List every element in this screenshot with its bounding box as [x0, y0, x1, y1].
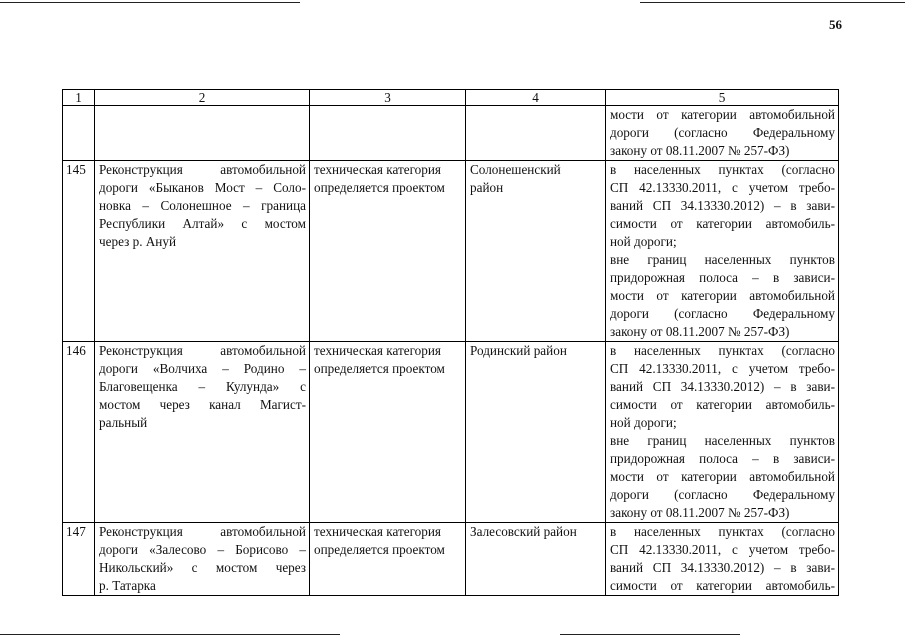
cont-num-cell — [63, 106, 95, 161]
description-line: Никольский» с мостом через — [99, 560, 306, 575]
district-cell — [466, 161, 606, 342]
zone-line: закону от 08.11.2007 № 257-ФЗ) — [610, 324, 790, 339]
description-line: Реконструкция автомобильной — [99, 343, 306, 358]
district-line: район — [470, 180, 504, 195]
zone-line: мости от категории автомобильной — [610, 288, 835, 303]
table-row — [63, 523, 839, 596]
zone-cell — [606, 342, 839, 523]
category-line: техническая категория — [314, 343, 441, 358]
header-col-2: 2 — [95, 90, 310, 106]
row-number: 147 — [63, 523, 95, 596]
zone-line: дороги (согласно Федеральному — [610, 487, 835, 502]
cont-description-cell — [95, 106, 310, 161]
zone-line: придорожная полоса – в зависи- — [610, 270, 835, 285]
zone-line: СП 42.13330.2011, с учетом требо- — [610, 542, 835, 557]
cont-zone-cell — [606, 106, 839, 161]
table-row-continuation — [63, 106, 839, 161]
category-cell — [310, 342, 466, 523]
scan-edge-top-left — [0, 2, 300, 3]
zone-line: ной дороги; — [610, 415, 677, 430]
category-line: определяется проектом — [314, 361, 445, 376]
zone-line: придорожная полоса – в зависи- — [610, 451, 835, 466]
row-number: 145 — [63, 161, 95, 342]
description-line: через р. Ануй — [99, 234, 177, 249]
zone-cell — [606, 161, 839, 342]
zone-line: вне границ населенных пунктов — [610, 252, 835, 267]
table-header-row — [63, 90, 839, 106]
district-line: Залесовский район — [470, 524, 577, 539]
description-line: новка – Солонешное – граница — [99, 198, 306, 213]
scan-edge-bottom-left — [0, 634, 340, 635]
description-cell — [95, 342, 310, 523]
zone-line: симости от категории автомобиль- — [610, 216, 835, 231]
description-line: Реконструкция автомобильной — [99, 162, 306, 177]
zone-line: в населенных пунктах (согласно — [610, 343, 835, 358]
zone-line: ваний СП 34.13330.2012) – в зави- — [610, 379, 835, 394]
zone-line: в населенных пунктах (согласно — [610, 524, 835, 539]
table-row — [63, 342, 839, 523]
zone-line: ной дороги; — [610, 234, 677, 249]
category-cell — [310, 523, 466, 596]
zone-line: симости от категории автомобиль- — [610, 578, 835, 593]
description-line: ральный — [99, 415, 148, 430]
header-col-5: 5 — [606, 90, 839, 106]
district-cell — [466, 342, 606, 523]
description-line: дороги «Волчиха – Родино – — [99, 361, 306, 376]
scan-edge-bottom-right — [560, 634, 740, 635]
description-line: дороги «Залесово – Борисово – — [99, 542, 306, 557]
zone-cell — [606, 523, 839, 596]
header-col-3: 3 — [310, 90, 466, 106]
infrastructure-table — [62, 89, 839, 596]
category-line: определяется проектом — [314, 180, 445, 195]
zone-line: ваний СП 34.13330.2012) – в зави- — [610, 560, 835, 575]
description-cell — [95, 523, 310, 596]
zone-line: дороги (согласно Федеральному — [610, 306, 835, 321]
zone-line: ваний СП 34.13330.2012) – в зави- — [610, 198, 835, 213]
scan-edge-top-right — [640, 2, 905, 3]
category-line: определяется проектом — [314, 542, 445, 557]
page-number: 56 — [829, 17, 842, 32]
description-line: Республики Алтай» с мостом — [99, 216, 306, 231]
zone-line: вне границ населенных пунктов — [610, 433, 835, 448]
zone-line: симости от категории автомобиль- — [610, 397, 835, 412]
district-line: Солонешенский — [470, 162, 561, 177]
header-col-1: 1 — [63, 90, 95, 106]
description-line: мостом через канал Магист- — [99, 397, 306, 412]
description-line: Реконструкция автомобильной — [99, 524, 306, 539]
description-line: дороги «Быканов Мост – Соло- — [99, 180, 306, 195]
zone-line: СП 42.13330.2011, с учетом требо- — [610, 180, 835, 195]
district-cell — [466, 523, 606, 596]
zone-line: закону от 08.11.2007 № 257-ФЗ) — [610, 505, 790, 520]
zone-line: мости от категории автомобильной — [610, 107, 835, 122]
zone-line: СП 42.13330.2011, с учетом требо- — [610, 361, 835, 376]
description-line: Благовещенка – Кулунда» с — [99, 379, 306, 394]
category-cell — [310, 161, 466, 342]
header-col-4: 4 — [466, 90, 606, 106]
zone-line: в населенных пунктах (согласно — [610, 162, 835, 177]
table-row — [63, 161, 839, 342]
category-line: техническая категория — [314, 162, 441, 177]
cont-district-cell — [466, 106, 606, 161]
zone-line: закону от 08.11.2007 № 257-ФЗ) — [610, 143, 790, 158]
zone-line: мости от категории автомобильной — [610, 469, 835, 484]
zone-line: дороги (согласно Федеральному — [610, 125, 835, 140]
cont-category-cell — [310, 106, 466, 161]
description-cell — [95, 161, 310, 342]
description-line: р. Татарка — [99, 578, 156, 593]
category-line: техническая категория — [314, 524, 441, 539]
row-number: 146 — [63, 342, 95, 523]
district-line: Родинский район — [470, 343, 567, 358]
